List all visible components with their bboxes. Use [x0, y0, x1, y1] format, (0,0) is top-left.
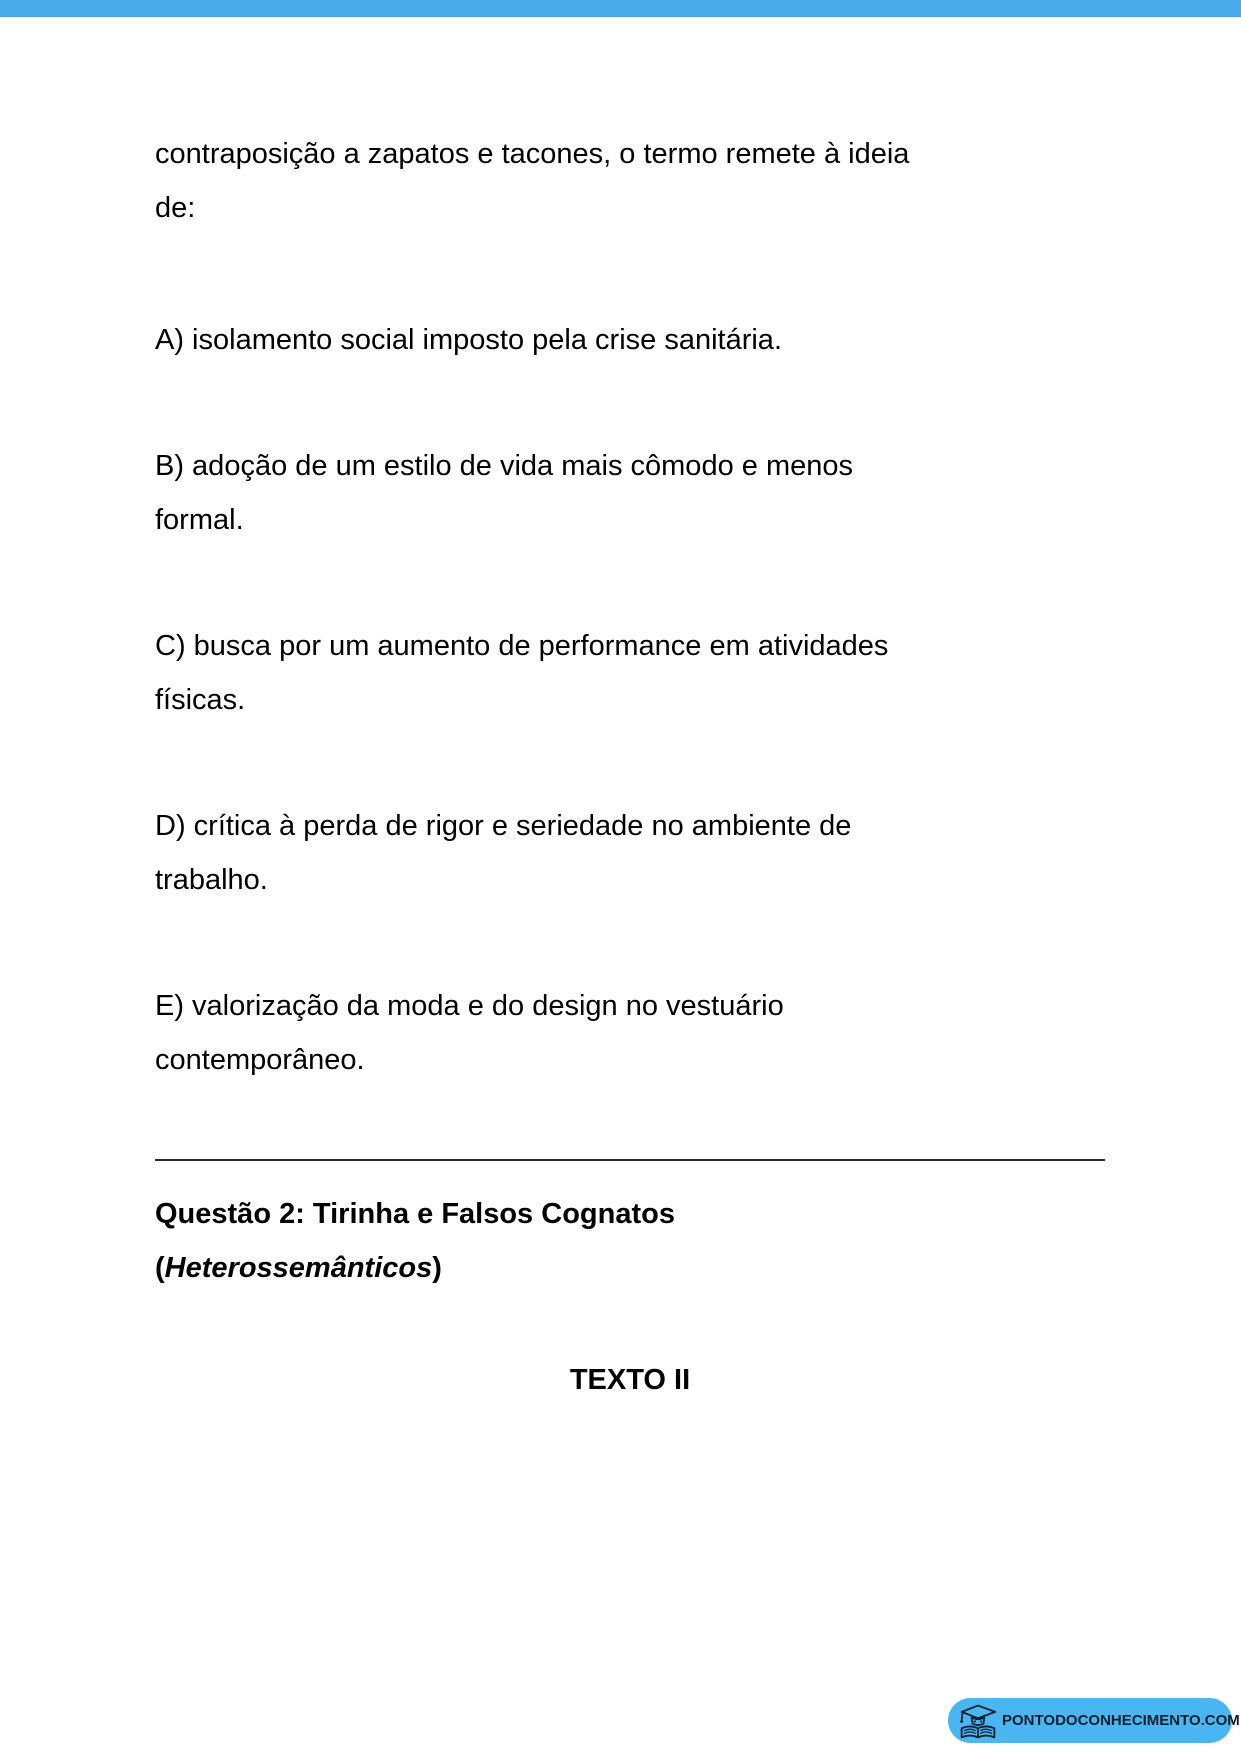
option-line: D) crítica à perda de rigor e seriedade no ambiente de	[155, 810, 852, 842]
question2-heading-line2	[155, 1241, 1105, 1295]
option-line: C) busca por um aumento de performance em atividades	[155, 630, 889, 662]
option-a	[155, 313, 1105, 367]
option-line: contemporâneo.	[155, 1044, 365, 1076]
option-line: B) adoção de um estilo de vida mais cômodo e menos	[155, 450, 853, 482]
option-c	[155, 619, 1105, 727]
question2-heading	[155, 1187, 1105, 1295]
question2-heading-italic: Heterossemânticos	[164, 1252, 433, 1284]
option-b	[155, 439, 1105, 547]
site-badge-label: PONTODOCONHECIMENTO.COM	[1002, 1712, 1240, 1729]
top-accent-bar	[0, 0, 1241, 17]
texto-ii-heading: TEXTO II	[569, 1364, 691, 1396]
site-badge[interactable]	[948, 1698, 1240, 1743]
option-line: físicas.	[155, 684, 246, 716]
question2-heading-line1: Questão 2: Tirinha e Falsos Cognatos	[155, 1198, 675, 1230]
option-line: formal.	[155, 504, 244, 536]
section-divider	[155, 1159, 1105, 1161]
option-d	[155, 799, 1105, 907]
option-line: A) isolamento social imposto pela crise sanitária.	[155, 324, 782, 356]
scholar-book-icon	[956, 1701, 1000, 1741]
option-line: E) valorização da moda e do design no vestuário	[155, 990, 784, 1022]
option-e	[155, 979, 1105, 1087]
paren-close: )	[432, 1252, 442, 1284]
question-content	[155, 127, 1105, 1407]
paren-open: (	[155, 1252, 165, 1284]
question-intro	[155, 127, 1105, 235]
intro-line: contraposição a zapatos e tacones, o termo remete à ideia	[155, 138, 910, 170]
option-line: trabalho.	[155, 864, 268, 896]
intro-line: de:	[155, 192, 196, 224]
